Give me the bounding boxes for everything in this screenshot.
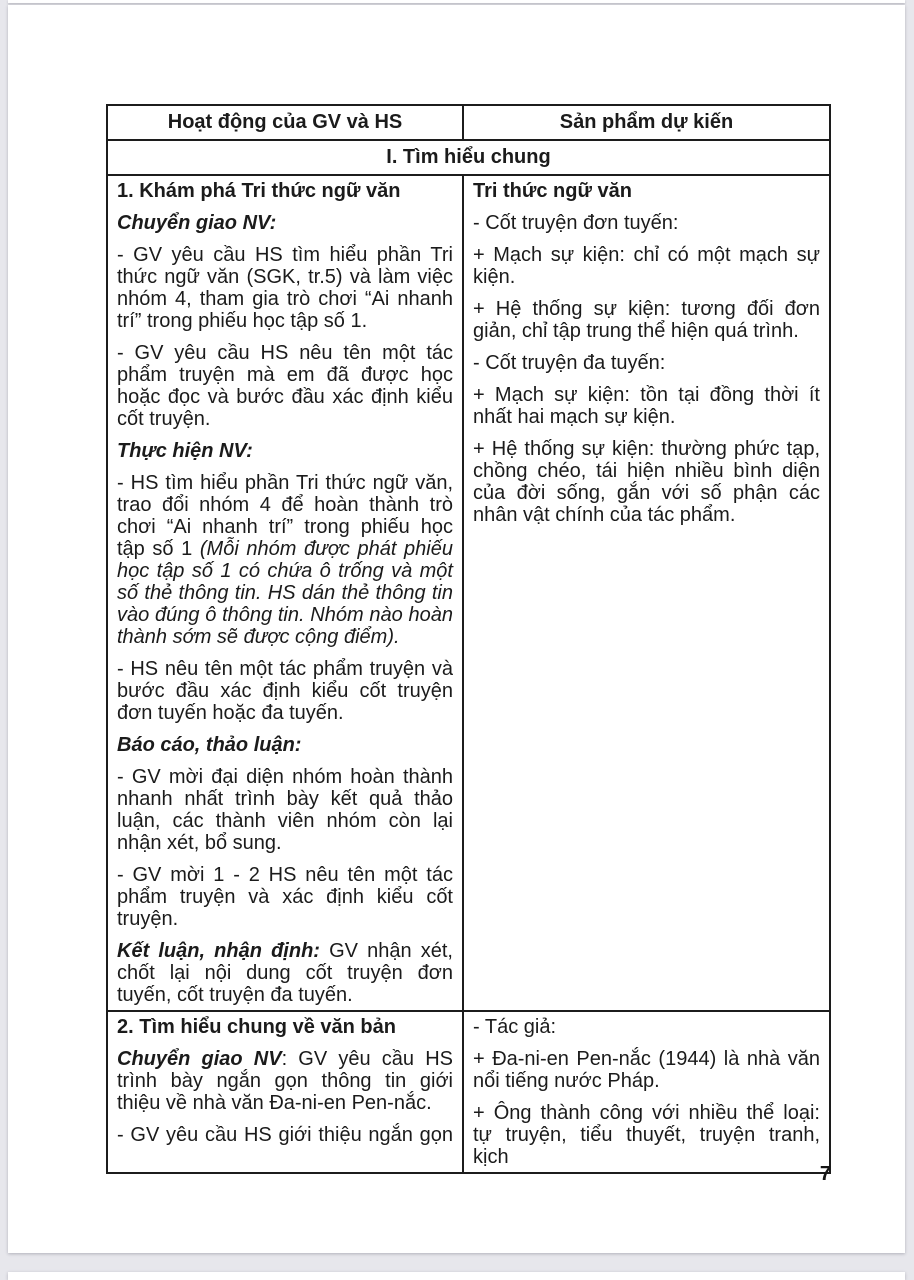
text-segment: - Cốt truyện đa tuyến: [473,352,666,374]
paragraph [117,212,453,234]
paragraph [473,1102,820,1168]
text-segment: + Hệ thống sự kiện: tương đối đơn giản, chỉ tập trung thể hiện quá trình. [473,298,820,342]
paragraph [117,658,453,724]
text-segment: - GV yêu cầu HS tìm hiểu phần Tri thức ngữ văn (SGK, tr.5) và làm việc nhóm 4, tham gia trò chơi “Ai nhanh trí” trong phiếu học tập số 1. [117,244,453,332]
table-header-row [107,105,830,140]
text-segment: - Cốt truyện đơn tuyến: [473,212,679,234]
text-segment: Chuyển giao NV: [117,212,277,234]
text-segment: - GV mời đại diện nhóm hoàn thành nhanh nhất trình bày kết quả thảo luận, các thành viên nhóm còn lại nhận xét, bổ sung. [117,766,453,854]
paragraph [473,438,820,526]
text-segment: + Mạch sự kiện: chỉ có một mạch sự kiện. [473,244,820,288]
text-segment: - GV yêu cầu HS nêu tên một tác phẩm truyện mà em đã được học hoặc đọc và bước đầu xác định kiểu cốt truyện. [117,342,453,430]
paragraph [117,440,453,462]
paragraph [473,180,820,202]
text-segment: Báo cáo, thảo luận: [117,734,302,756]
paragraph [117,864,453,930]
text-segment: Kết luận, nhận định: [117,940,330,962]
text-segment: Chuyển giao NV [117,1048,282,1070]
text-segment: + Mạch sự kiện: tồn tại đồng thời ít nhất hai mạch sự kiện. [473,384,820,428]
previous-page-edge [8,0,905,3]
paragraph [473,352,820,374]
paragraph [473,298,820,342]
text-segment: - GV yêu cầu HS giới thiệu ngắn gọn [117,1124,453,1146]
text-segment: : GV yêu cầu HS trình bày ngắn gọn thông tin giới thiệu về nhà văn Đa-ni-en Pen-nắc. [117,1048,453,1114]
paragraph [473,1016,820,1038]
next-page-edge [8,1272,905,1280]
text-segment: GV nhận xét, chốt lại nội dung cốt truyện đơn tuyến, cốt truyện đa tuyến. [117,940,453,1006]
paragraph [117,472,453,648]
column-header-activities: Hoạt động của GV và HS [107,105,463,140]
lesson-plan-table [106,104,831,1174]
text-segment: Tri thức ngữ văn [473,180,632,202]
text-segment: - GV mời 1 - 2 HS nêu tên một tác phẩm truyện và xác định kiểu cốt truyện. [117,864,453,930]
paragraph [117,1048,453,1114]
paragraph [117,940,453,1006]
paragraph [473,384,820,428]
paragraph [473,212,820,234]
text-segment: + Ông thành công với nhiều thể loại: tự truyện, tiểu thuyết, truyện tranh, kịch [473,1102,820,1168]
text-segment: - HS tìm hiểu phần Tri thức ngữ văn, trao đổi nhóm 4 để hoàn thành trò chơi “Ai nhanh trí” trong phiếu học tập số 1 [117,472,453,560]
paragraph [117,342,453,430]
table-row [107,1011,830,1173]
text-segment: (Mỗi nhóm được phát phiếu học tập số 1 có chứa ô trống và một số thẻ thông tin. HS dán thẻ thông tin vào đúng ô thông tin. Nhóm nào hoàn thành sớm sẽ được cộng điểm). [117,538,453,648]
column-header-products: Sản phẩm dự kiến [463,105,830,140]
paragraph [117,766,453,854]
paragraph [117,244,453,332]
text-segment: - Tác giả: [473,1016,556,1038]
activities-cell [107,1011,463,1173]
text-segment: - HS nêu tên một tác phẩm truyện và bước đầu xác định kiểu cốt truyện đơn tuyến hoặc đa tuyến. [117,658,453,724]
section-title: I. Tìm hiểu chung [107,140,830,175]
paragraph [473,244,820,288]
page-number: 7 [819,1163,831,1185]
products-cell [463,175,830,1011]
text-segment: 2. Tìm hiểu chung về văn bản [117,1016,396,1038]
activities-cell [107,175,463,1011]
table-row [107,175,830,1011]
document-page [8,5,905,1253]
text-segment: + Đa-ni-en Pen-nắc (1944) là nhà văn nổi tiếng nước Pháp. [473,1048,820,1092]
text-segment: Thực hiện NV: [117,440,253,462]
text-segment: + Hệ thống sự kiện: thường phức tạp, chồng chéo, tái hiện nhiều bình diện của đời sống, gắn với số phận các nhân vật chính của tác phẩm. [473,438,820,526]
text-segment: 1. Khám phá Tri thức ngữ văn [117,180,401,202]
paragraph [117,1124,453,1146]
table-body [107,175,830,1173]
paragraph [117,180,453,202]
products-cell [463,1011,830,1173]
paragraph [117,734,453,756]
paragraph [473,1048,820,1092]
section-header-row [107,140,830,175]
paragraph [117,1016,453,1038]
